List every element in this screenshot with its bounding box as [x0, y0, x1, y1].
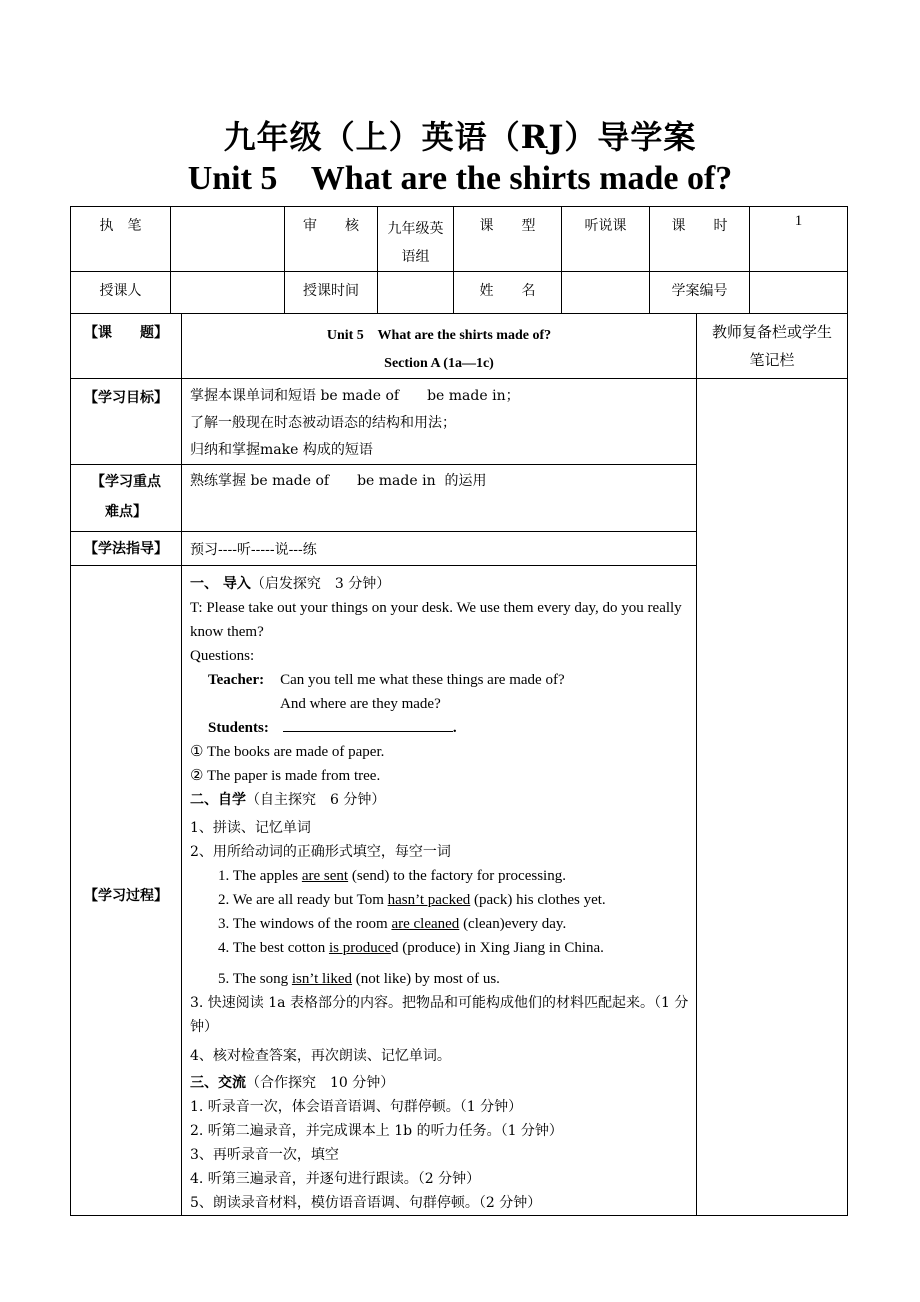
- exercise-item: [190, 967, 690, 991]
- exchange-item: 3、再听录音一次，填空: [190, 1147, 339, 1163]
- label-teacher: 授课人: [71, 272, 171, 314]
- label-time: 授课时间: [285, 272, 378, 314]
- students-label: Students:: [208, 720, 269, 736]
- exercise-pre: 5. The song: [218, 971, 292, 987]
- self-item-1: 1、拼读、记忆单词: [190, 820, 311, 836]
- section-self-title: 二、自学: [190, 792, 246, 808]
- value-teacher: [171, 272, 285, 314]
- exercise-answer: isn’t liked: [291, 971, 353, 987]
- answer-number: ①: [190, 744, 204, 760]
- label-goals: 【学习目标】: [71, 379, 182, 465]
- label-number: 学案编号: [650, 272, 750, 314]
- value-keshi: 1: [750, 207, 848, 272]
- teacher-question-1: [190, 668, 690, 692]
- label-process: 【学习过程】: [71, 566, 182, 1216]
- goal-item: 掌握本课单词和短语 be made of be made in；: [190, 388, 520, 404]
- exchange-item: 4. 听第三遍录音，并逐句进行跟读。（2 分钟）: [190, 1171, 481, 1187]
- answer-item: [190, 764, 690, 788]
- notes-area: [697, 379, 848, 1216]
- exercise-pre: 2. We are all ready but Tom: [218, 892, 388, 908]
- exercise-post: d (produce) in Xing Jiang in China.: [391, 940, 604, 956]
- exercise-pre: 3. The windows of the room: [218, 916, 392, 932]
- teacher-q1-text: Can you tell me what these things are made of?: [280, 672, 565, 688]
- exercise-item: [190, 936, 690, 960]
- exercise-answer: hasn’t packed: [387, 892, 471, 908]
- exercise-pre: 1. The apples: [218, 868, 302, 884]
- exercise-post: (pack) his clothes yet.: [470, 892, 606, 908]
- exercise-post: (send) to the factory for processing.: [348, 868, 566, 884]
- exchange-item: 5、朗读录音材料，模仿语音语调、句群停顿。（2 分钟）: [190, 1195, 542, 1211]
- label-kexing: 课 型: [454, 207, 562, 272]
- teacher-label: Teacher:: [208, 672, 265, 688]
- self-item-4: 4、核对检查答案，再次朗读、记忆单词。: [190, 1048, 451, 1064]
- label-name: 姓 名: [454, 272, 562, 314]
- section-intro-note: （启发探究 3 分钟）: [250, 576, 391, 592]
- section-self-heading: [190, 788, 690, 812]
- page-title: 九年级（上）英语（RJ）导学案: [223, 118, 697, 156]
- section-intro-title: 一、 导入: [190, 576, 251, 592]
- exchange-item: 2. 听第二遍录音，并完成课本上 1b 的听力任务。（1 分钟）: [190, 1123, 563, 1139]
- topic-unit: Unit 5 What are the shirts made of?: [326, 328, 552, 343]
- exercise-post: (not like) by most of us.: [352, 971, 500, 987]
- teacher-question-2: And where are they made?: [280, 696, 441, 712]
- keypoints-content: 熟练掌握 be made of be made in 的运用: [182, 465, 697, 532]
- answer-number: ②: [190, 768, 204, 784]
- process-content: [182, 566, 697, 1216]
- exercise-item: [190, 888, 690, 912]
- goal-item: 了解一般现在时态被动语态的结构和用法；: [190, 415, 456, 431]
- label-method: 【学法指导】: [71, 532, 182, 566]
- section-exchange-note: （合作探究 10 分钟）: [246, 1075, 395, 1091]
- goals-content: [182, 379, 697, 465]
- section-exchange-heading: [190, 1071, 690, 1095]
- answer-blank: [283, 717, 453, 732]
- intro-text: T: Please take out your things on your desk. We use them every day, do you really know them?: [190, 600, 682, 640]
- lesson-plan-table: [70, 206, 848, 1216]
- topic-section: Section A (1a—1c): [384, 356, 494, 371]
- section-exchange-title: 三、交流: [190, 1075, 246, 1091]
- label-shenhe: 审 核: [285, 207, 378, 272]
- value-number: [750, 272, 848, 314]
- exercise-pre: 4. The best cotton: [218, 940, 329, 956]
- answer-text: The books are made of paper.: [206, 744, 385, 760]
- questions-label: Questions:: [190, 648, 255, 664]
- label-keypoints-line1: 【学习重点: [91, 474, 161, 490]
- section-self-note: （自主探究 6 分钟）: [246, 792, 386, 808]
- label-topic: 【课 题】: [71, 314, 182, 379]
- exercise-answer: is produce: [328, 940, 392, 956]
- unit-subtitle: Unit 5 What are the shirts made of?: [187, 160, 733, 197]
- goal-item: 归纳和掌握make 构成的短语: [190, 442, 373, 458]
- topic-content: [182, 314, 697, 379]
- method-content: 预习----听-----说---练: [182, 532, 697, 566]
- label-keypoints-line2: 难点】: [105, 504, 147, 520]
- label-zhibi: 执 笔: [71, 207, 171, 272]
- value-name: [562, 272, 650, 314]
- self-item-3: 3. 快速阅读 1a 表格部分的内容。把物品和可能构成他们的材料匹配起来。（1 分钟）: [190, 995, 689, 1035]
- exercise-answer: are cleaned: [391, 916, 460, 932]
- label-keypoints: [71, 465, 182, 532]
- exercise-post: (clean)every day.: [459, 916, 567, 932]
- value-zhibi: [171, 207, 285, 272]
- value-grade-group: 九年级英语组: [378, 207, 454, 272]
- answer-text: The paper is made from tree.: [206, 768, 381, 784]
- answer-item: [190, 740, 690, 764]
- self-item-2: 2、用所给动词的正确形式填空，每空一词: [190, 844, 451, 860]
- notes-column-header: 教师复备栏或学生笔记栏: [697, 314, 848, 379]
- exercise-answer: are sent: [301, 868, 349, 884]
- label-keshi: 课 时: [650, 207, 750, 272]
- exercise-item: [190, 864, 690, 888]
- value-kexing: 听说课: [562, 207, 650, 272]
- exchange-item: 1. 听录音一次，体会语音语调、句群停顿。（1 分钟）: [190, 1099, 523, 1115]
- section-intro-heading: [190, 572, 690, 596]
- value-time: [378, 272, 454, 314]
- exercise-item: [190, 912, 690, 936]
- students-line: Students: .: [190, 716, 690, 740]
